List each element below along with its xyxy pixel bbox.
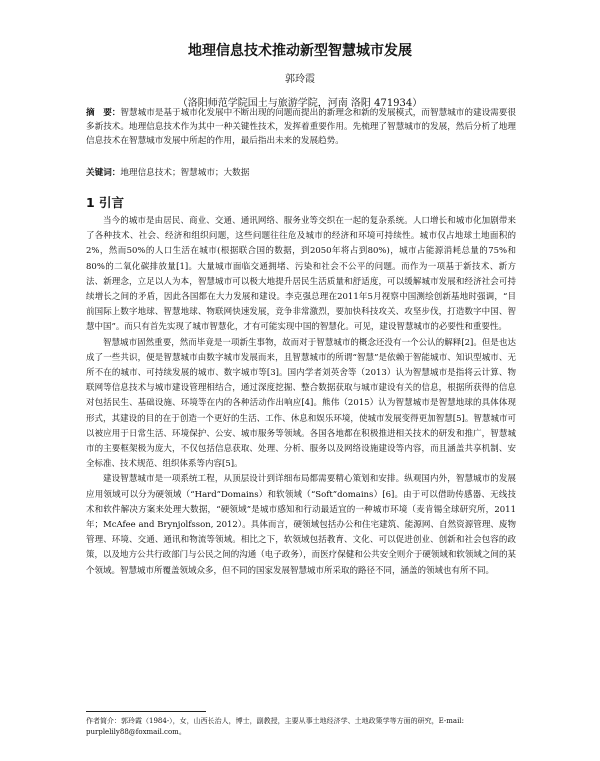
- paper-title: 地理信息技术推动新型智慧城市发展: [188, 43, 412, 59]
- author-affiliation: （洛阳师范学院国土与旅游学院，河南 洛阳 471934）: [177, 98, 423, 109]
- body-text: [86, 214, 516, 579]
- paragraph: 当今的城市是由居民、商业、交通、通讯网络、服务业等交织在一起的复杂系统。人口增长和城市化加剧带来了各种技术、社会、经济和组织问题，这些问题往往危及城市的经济和环境可持续性。城市仅占地球土地面积的2%，然而50%的人口生活在城市(根据联合国的数据，到2050年将占到80%)，城市占能源消耗总量的75%和80%的二氧化碳排放量[1]。大量城市面临交通拥堵、污染和社会不公平的问题。而作为一项基于新技术、新方法、新理念，立足以人为本，智慧城市可以极大地提升居民生活质量和舒适度，可以缓解城市发展和经济社会可持续增长之间的矛盾，因此各国都在大力发展和建设。李克强总理在2011年5月视察中国测绘创新基地时强调，“目前国际上数字地球、智慧地球、物联网快速发展，竞争非常激烈，要加快科技攻关、攻坚步伐，打造数字中国、智慧中国”。而只有首先实现了城市智慧化，才有可能实现中国的智慧化。可见，建设智慧城市的必要性和重要性。: [86, 216, 516, 333]
- keywords-label: 关键词：: [86, 168, 121, 178]
- keywords: [86, 166, 516, 180]
- abstract: [86, 106, 516, 149]
- author-name: 郭玲霞: [285, 74, 315, 85]
- footnote: 作者简介：郭玲霞（1984-），女，山西长治人，博士，副教授，主要从事土地经济学、土地政策学等方面的研究，E-mail: purplelily88@foxmail.com。: [86, 717, 464, 736]
- abstract-label: 摘 要：: [86, 108, 121, 118]
- footnote-divider: [86, 711, 206, 712]
- paragraph: 建设智慧城市是一项系统工程，从顶层设计到详细布局都需要精心策划和安排。纵观国内外，智慧城市的发展应用领域可以分为硬领域（“Hard”Domains）和软领域（“Soft”domains）[6]。由于可以借助传感器、无线技术和软件解决方案来处理大数据，“硬领域”是城市感知和行动最适宜的一种城市环境（麦肯锡全球研究所，2011年；McAfee and Brynjolfsson, 2012）。具体而言，硬领域包括办公和住宅建筑、能源网、自然资源管理、废物管理、环境、交通、通讯和物流等领域。相比之下，软领域包括教育、文化、可以促进创业、创新和社会包容的政策，以及地方公共行政部门与公民之间的沟通（电子政务），而医疗保健和公共安全则介于硬领域和软领域之间的某个领域。智慧城市所覆盖领域众多，但不同的国家发展智慧城市所采取的路径不同，涵盖的领域也有所不同。: [86, 474, 516, 576]
- section-heading: 1 引言: [86, 195, 125, 210]
- paragraph: 智慧城市固然重要，然而毕竟是一项新生事物，故而对于智慧城市的概念还没有一个公认的解释[2]。但是也达成了一些共识，便是智慧城市由数字城市发展而来，且智慧城市的所谓“智慧”是依赖于智能城市、知识型城市、无所不在的城市、可持续发展的城市、数字城市等[3]。国内学者刘英舍等（2013）认为智慧城市是指将云计算、物联网等信息技术与城市建设管理相结合，通过深度挖掘、整合数据获取与城市建设有关的信息，根据所获得的信息对包括民生、基础设施、环境等在内的各种活动作出响应[4]。熊伟（2015）认为智慧城市是智慧地球的具体体现形式，其建设的目的在于创造一个更好的生活、工作、休息和娱乐环境，使城市发展变得更加智慧[5]。智慧城市可以被应用于日常生活、环境保护、公安、城市服务等领域。各国各地都在积极推进相关技术的研发和推广，智慧城市的主要框架极为庞大，不仅包括信息获取、处理、分析、服务以及网络设施建设等内容，而且涵盖共享机制、安全标准、技术规范、组织体系等内容[5]。: [86, 337, 516, 470]
- abstract-text: 智慧城市是基于城市化发展中不断出现的问题而提出的新理念和新的发展模式，而智慧城市的建设需要很多新技术。地理信息技术作为其中一种关键性技术，发挥着重要作用。先梳理了智慧城市的发展，然后分析了地理信息技术在智慧城市发展中所起的作用，最后指出未来的发展趋势。: [86, 108, 516, 147]
- keywords-text: 地理信息技术；智慧城市；大数据: [120, 168, 250, 178]
